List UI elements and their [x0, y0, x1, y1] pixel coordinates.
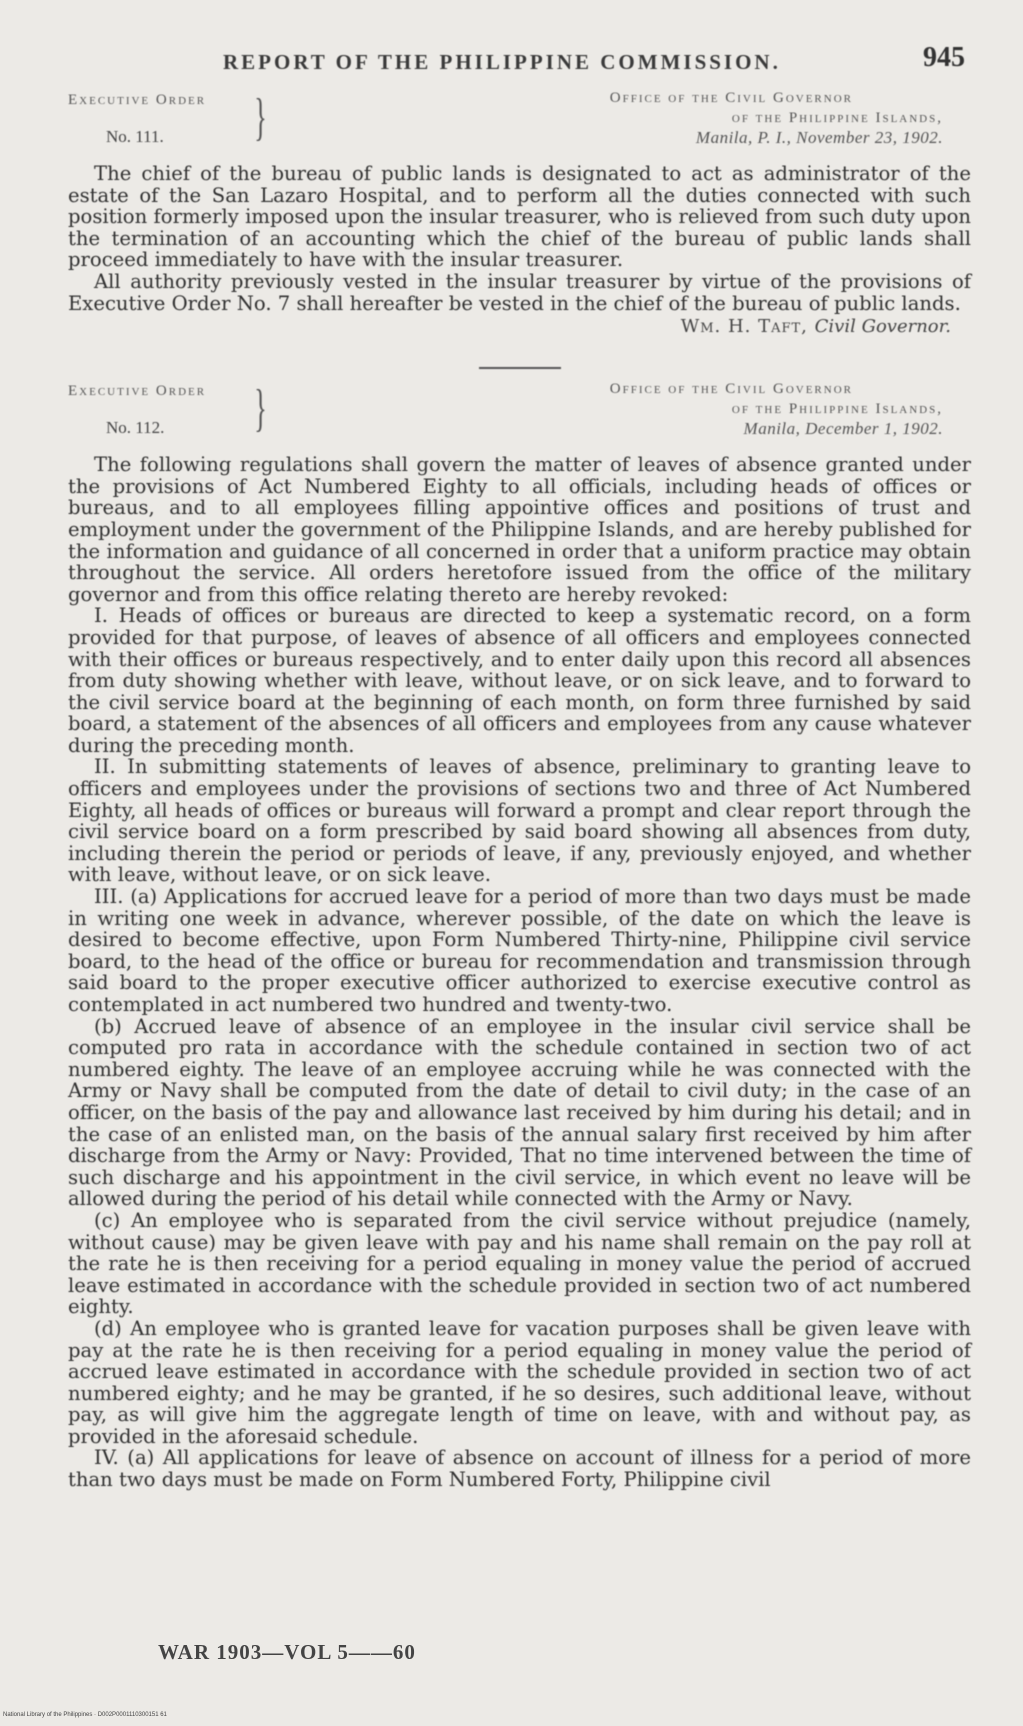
order-112-number: No. 112. [106, 418, 165, 438]
page-number: 945 [923, 42, 965, 73]
running-head [68, 40, 971, 80]
order-112-office-line2: of the Philippine Islands, [731, 401, 943, 418]
order-112-paragraph: (b) Accrued leave of absence of an employee in the insular civil service shall be computed pro rata in accordance with the schedule contained in section two of act numbered eighty. The leave of an employee accruing while he was connected with the Army or Navy shall be computed from the date of detail to civil duty; in the case of an officer, on the basis of the pay and allowance last received by him during his detail; and in the case of an enlisted man, on the basis of the annual salary first received by him after discharge from the Army or Navy: Provided, That no time intervened between the time of such discharge and his appointment in the civil service, in which event no leave will be allowed during the period of his detail while connected with the Army or Navy. [68, 1014, 971, 1211]
brace-mark: } [254, 89, 267, 146]
brace-mark: } [254, 380, 267, 438]
order-112-office-line1: Office of the Civil Governor [609, 381, 853, 398]
signature-name: Wm. H. Taft, [680, 316, 808, 338]
order-112-paragraph: (c) An employee who is separated from the civil service without prejudice (namely, without cause) may be given leave with pay and his name shall remain on the pay roll at the rate he is then receiving for a period equaling in money value the period of accrued leave estimated in accordance with the schedule provided in section two of act numbered eighty. [68, 1208, 971, 1319]
order-112-header [68, 379, 971, 454]
order-111-body [68, 163, 971, 314]
order-112-paragraph: (d) An employee who is granted leave for vacation purposes shall be given leave with pay at the rate he is then receiving for a period equaling in money value the period of accrued leave estimated in accordance with the schedule provided in section two of act numbered eighty; and he may be granted, if he so desires, such additional leave, without pay, as will give him the aggregate length of time on leave, with and without pay, as provided in the aforesaid schedule. [68, 1316, 971, 1448]
order-111-label: Executive Order [68, 92, 207, 108]
order-111-header [68, 88, 971, 163]
section-divider [479, 367, 561, 369]
order-111-paragraph: The chief of the bureau of public lands is designated to act as administrator of the estate of the San Lazaro Hospital, and to perform all the duties connected with such position formerly imposed upon the insular treasurer, who is relieved from such duty upon the termination of an accounting which the chief of the bureau of public lands shall proceed immediately to have with the insular treasurer. [68, 162, 971, 272]
order-111-office-line1: Office of the Civil Governor [609, 90, 853, 106]
order-111-paragraph: All authority previously vested in the insular treasurer by virtue of the provisions of Executive Order No. 7 shall hereafter be vested in the chief of the bureau of public lands. [68, 269, 971, 315]
order-111-designation [68, 92, 206, 147]
order-111-signature [68, 316, 971, 337]
order-112-paragraph: The following regulations shall govern the matter of leaves of absence granted under the provisions of Act Numbered Eighty to all officials, including heads of offices or bureaus, and to all employees filling appointive offices and positions of trust and employment under the government of the Philippine Islands, and are hereby published for the information and guidance of all concerned in order that a uniform practice may obtain throughout the service. All orders heretofore issued from the office of the military governor and from this office relating thereto are hereby revoked: [68, 453, 971, 606]
order-111-office-line2: of the Philippine Islands, [731, 110, 943, 126]
order-111-place-date: Manila, P. I., November 23, 1902. [695, 128, 943, 147]
order-112-body [68, 454, 971, 1491]
order-112-office [610, 379, 943, 439]
order-111-office [610, 88, 943, 148]
order-112-paragraph: I. Heads of offices or bureaus are directed to keep a systematic record, on a form provided for that purpose, of leaves of absence of all officers and employees connected with their offices or bureaus respectively, and to enter daily upon this record all absences from duty showing whether with leave, without leave, or on sick leave, and to forward to the civil service board at the beginning of each month, on form three furnished by said board, a statement of the absences of all officers and employees from any cause whatever during the preceding month. [68, 604, 971, 757]
signature-title: Civil Governor. [814, 316, 951, 338]
running-head-title: REPORT OF THE PHILIPPINE COMMISSION. [223, 50, 781, 74]
order-112-designation [68, 383, 206, 438]
signature-mark: WAR 1903—VOL 5——60 [158, 1640, 416, 1664]
order-111-number: No. 111. [106, 127, 164, 146]
order-112-paragraph: III. (a) Applications for accrued leave for a period of more than two days must be made in writing one week in advance, wherever possible, of the date on which the leave is desired to become effective, upon Form Numbered Thirty-nine, Philippine civil service board, to the head of the office or bureau for recommendation and transmission through said board to the proper executive officer authorized to exercise executive control as contemplated in act numbered two hundred and twenty-two. [68, 885, 971, 1016]
order-112-place-date: Manila, December 1, 1902. [743, 419, 943, 439]
order-112-paragraph: II. In submitting statements of leaves of absence, preliminary to granting leave to officers and employees under the provisions of sections two and three of Act Numbered Eighty, all heads of offices or bureaus will forward a prompt and clear report through the civil service board on a form prescribed by said board showing all absences from duty, including therein the period or periods of leave, if any, previously enjoyed, and whether with leave, without leave, or on sick leave. [68, 755, 971, 887]
scan-credit: National Library of the Philippines · D002P0001110300151 61 [3, 1712, 167, 1718]
order-112-paragraph: IV. (a) All applications for leave of absence on account of illness for a period of more than two days must be made on Form Numbered Forty, Philippine civil [68, 1446, 971, 1492]
order-112-label: Executive Order [68, 383, 207, 400]
